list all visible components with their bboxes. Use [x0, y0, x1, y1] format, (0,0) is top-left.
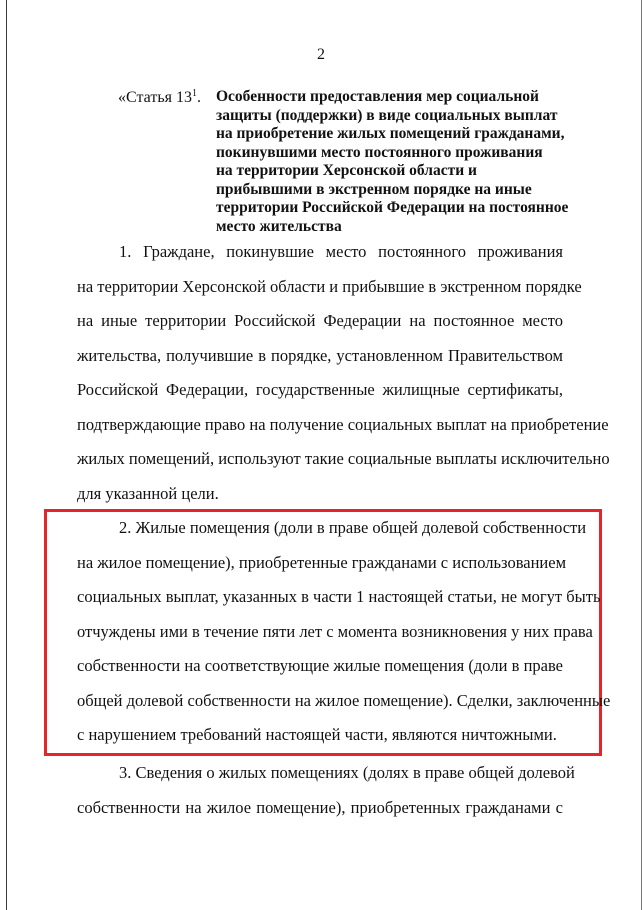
paragraph-line: общей долевой собственности на жилое помещение). Сделки, заключенные	[77, 690, 611, 710]
paragraph-line: собственности на жилое помещение), приобретенных гражданами с	[77, 797, 563, 817]
paragraph-1	[77, 242, 610, 518]
paragraph-line: с нарушением требований настоящей части, являются ничтожными.	[77, 725, 557, 744]
paragraph-2-highlighted	[77, 518, 611, 760]
article-label-suffix: .	[196, 89, 201, 106]
article-label	[118, 88, 201, 107]
paragraph-line: 1. Граждане, покинувшие место постоянного проживания	[119, 242, 563, 261]
paragraph-line: на территории Херсонской области и прибывшие в экстренном порядке	[77, 276, 582, 296]
article-title-line: территории Российской Федерации на постоянное	[216, 199, 569, 216]
paragraph-line: на иные территории Российской Федерации на постоянное место	[77, 311, 563, 330]
paragraph-3	[77, 763, 575, 832]
paragraph-line: социальных выплат, указанных в части 1 настоящей статьи, не могут быть	[77, 587, 601, 606]
paragraph-line: отчуждены ими в течение пяти лет с момента возникновения у них права	[77, 621, 593, 641]
paragraph-line: Российской Федерации, государственные жилищные сертификаты,	[77, 380, 563, 399]
paragraph-line: для указанной цели.	[77, 483, 219, 503]
page-number: 2	[317, 46, 325, 63]
paragraph-line: на жилое помещение), приобретенные гражданами с использованием	[77, 552, 567, 572]
article-title-line: Особенности предоставления мер социальной	[216, 88, 539, 105]
paragraph-line: 2. Жилые помещения (доли в праве общей долевой собственности	[119, 518, 587, 537]
article-label-superscript: 1	[191, 88, 197, 99]
paragraph-line: жилых помещений, используют такие социальные выплаты исключительно	[77, 449, 610, 468]
article-title-line: на территории Херсонской области и	[216, 162, 477, 179]
page-edge-left	[6, 0, 7, 910]
paragraph-line: 3. Сведения о жилых помещениях (долях в праве общей долевой	[119, 763, 575, 782]
paragraph-line: подтверждающие право на получение социальных выплат на приобретение	[77, 414, 609, 434]
article-title-line: защиты (поддержки) в виде социальных выплат	[216, 106, 558, 124]
article-label-text: «Статья 13	[118, 89, 192, 106]
paragraph-line: собственности на соответствующие жилые помещения (доли в праве	[77, 656, 563, 675]
article-title	[216, 88, 569, 236]
article-title-line: место жительства	[216, 217, 342, 235]
article-title-line: прибывшими в экстренном порядке на иные	[216, 180, 532, 198]
article-title-line: на приобретение жилых помещений гражданами,	[216, 125, 565, 142]
paragraph-line: жительства, получившие в порядке, установленном Правительством	[77, 345, 563, 365]
article-title-line: покинувшими место постоянного проживания	[216, 143, 543, 161]
